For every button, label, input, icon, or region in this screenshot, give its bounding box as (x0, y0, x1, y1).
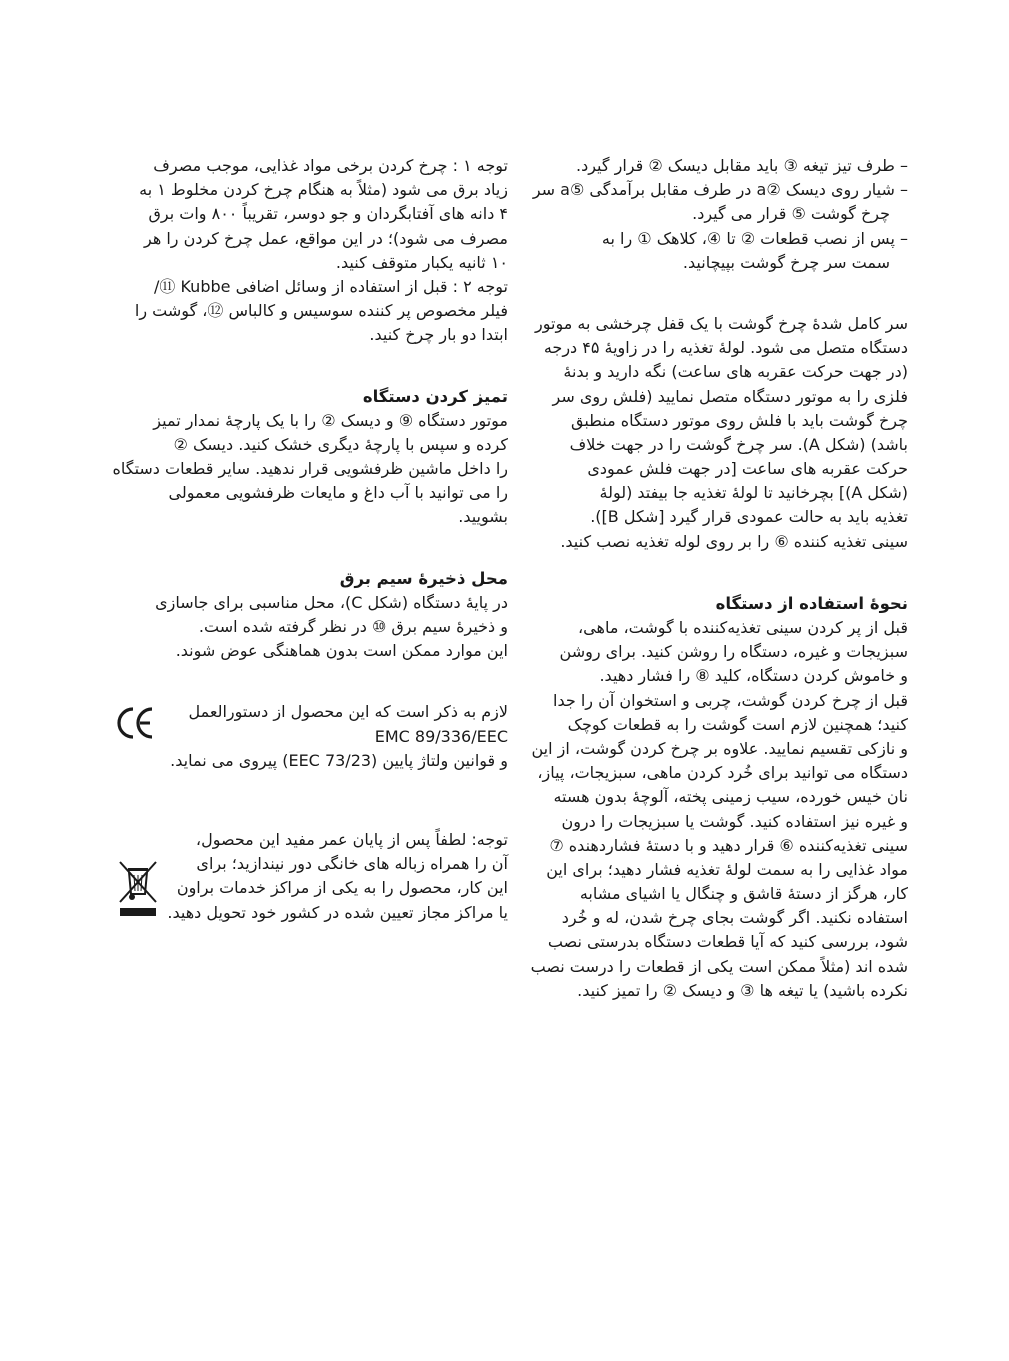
disposal-line: آن را همراه زباله های خانگی دور نیندازید؛ برای (196, 854, 508, 874)
paragraph-line: (در جهت حرکت عقربه های ساعت) نگه دارید و بدنهٔ (563, 362, 908, 382)
paragraph-line: بشویید. (458, 507, 508, 527)
ce-mark-icon (116, 706, 156, 740)
paragraph-line: (شکل A)] بچرخانید تا لولهٔ تغذیه جا بیفتد (لولهٔ (599, 483, 908, 503)
paragraph-line: را می توانید با آب داغ و مایعات ظرفشویی معمولی (168, 483, 508, 503)
assembly-bullets (516, 154, 908, 275)
paragraph-line: و نازکی تقسیم نمایید. علاوه بر چرخ کردن گوشت، از این (531, 738, 908, 758)
cord-storage-heading: محل ذخیرهٔ سیم برق (339, 568, 508, 588)
usage-section (516, 592, 908, 1003)
crossed-bin-icon (116, 858, 160, 918)
paragraph-line: شود، بررسی کنید که آیا قطعات دستگاه بدرستی نصب (547, 932, 908, 952)
paragraph-line: و غیره نیز استفاده کنید. گوشت یا سبزیجات را درون (561, 811, 908, 831)
paragraph-line: را داخل ماشین ظرفشویی قرار ندهید. سایر قطعات دستگاه (112, 459, 508, 479)
paragraph-line: و خاموش کردن دستگاه، کلید ⑧ را فشار دهید. (599, 666, 908, 686)
left-column (108, 154, 508, 925)
note-line: ۴ دانه های آفتابگردان و جو دوسر، تقریباً ۸۰۰ وات برق (148, 204, 508, 224)
bullet-disk-groove: – شیار روی دیسک ②a در طرف مقابل برآمدگی ⑤a سر (532, 180, 908, 200)
paragraph-line: حرکت عقربه های ساعت [در جهت فلش عمودی (587, 459, 908, 479)
paragraph-line: استفاده نکنید. اگر گوشت بجای چرخ شدن، له و خُرد (561, 908, 908, 928)
bullet-cap-screw-cont: سمت سر چرخ گوشت بپیچانید. (682, 252, 890, 272)
paragraph-line: کار، هرگز از دستهٔ قاشق و چنگال یا اشیای مشابه (579, 884, 908, 904)
note-2 (108, 275, 508, 348)
note-line: فیلر مخصوص پر کننده سوسیس و کالباس ⑫، گوشت را (134, 301, 508, 321)
disposal-line: این کار، محصول را به یکی از مراکز خدمات براون (176, 878, 508, 898)
paragraph-line: شده اند (مثلاً ممکن است یکی از قطعات را درست نصب (530, 956, 908, 976)
paragraph-line: سر کامل شدهٔ چرخ گوشت با یک قفل چرخشی به موتور (535, 313, 908, 333)
ce-line: و قوانین ولتاژ پایین (73/23 EEC) پیروی می نماید. (170, 750, 508, 770)
disposal-line: یا مراکز مجاز تعیین شده در کشور خود تحویل دهید. (167, 902, 508, 922)
paragraph-line: کنید؛ همچنین لازم است گوشت را به قطعات کوچک (567, 714, 908, 734)
cord-storage-section (108, 567, 508, 664)
paragraph-line: سینی تغذیه‌کننده ⑥ قرار دهید و با دستهٔ فشاردهنده ⑦ (549, 835, 908, 855)
paragraph-line: نکرده باشید) یا تیغه ها ③ و دیسک ② را تمیز کنید. (577, 980, 908, 1000)
note-line: ۱۰ ثانیه یکبار متوقف کنید. (335, 252, 508, 272)
ce-compliance-section (108, 700, 508, 773)
right-column (516, 154, 908, 1003)
bullet-cap-screw: – پس از نصب قطعات ② تا ④، کلاهک ① را به (601, 228, 908, 248)
paragraph-line: موتور دستگاه ⑨ و دیسک ② را با یک پارچهٔ نمدار تمیز (153, 410, 508, 430)
bullet-blade-orientation: – طرف تیز تیغه ③ باید مقابل دیسک ② قرار گیرد. (576, 156, 908, 175)
paragraph-line: نان خیس خورده، سیب زمینی پخته، آلوچهٔ بدون هسته (553, 787, 908, 807)
paragraph-line: مواد غذایی را به سمت لولهٔ تغذیه فشار دهید؛ برای این (546, 859, 908, 879)
paragraph-line: سبزیجات و غیره، دستگاه را روشن کنید. برای روشن (559, 642, 908, 662)
paragraph-line: دستگاه متصل می شود. لولهٔ تغذیه را در زاویهٔ ۴۵ درجه (543, 338, 908, 358)
paragraph-line: چرخ گوشت باید با فلش روی موتور دستگاه منطبق (571, 410, 908, 430)
note-line: ابتدا دو بار چرخ کنید. (369, 325, 508, 345)
cleaning-section (108, 385, 508, 530)
paragraph-line: تغذیه باید به حالت عمودی قرار گیرد [شکل B]). (590, 507, 908, 527)
note-line: توجه ۱ : چرخ کردن برخی مواد غذایی، موجب مصرف (153, 156, 508, 175)
disposal-line: توجه: لطفاً پس از پایان عمر مفید این محصول، (195, 829, 508, 849)
paragraph-line: کرده و سپس با پارچهٔ دیگری خشک کنید. دیسک ② (173, 434, 508, 454)
usage-heading: نحوهٔ استفاده از دستگاه (715, 593, 908, 613)
cleaning-heading: تمیز کردن دستگاه (362, 386, 508, 406)
paragraph-line: باشد) (شکل A). سر چرخ گوشت را در جهت خلاف (569, 434, 908, 454)
disposal-section (108, 828, 508, 925)
ce-line: لازم به ذکر است که این محصول از دستورالعمل (188, 702, 508, 722)
paragraph-line: این موارد ممکن است بدون هماهنگی عوض شوند. (175, 641, 508, 661)
note-line: توجه ۲ : قبل از استفاده از وسائل اضافی Kubbe ⑪/ (154, 276, 508, 296)
paragraph-line: قبل از پر کردن سینی تغذیه‌کننده با گوشت، ماهی، (578, 618, 908, 637)
ce-directive: EMC 89/336/EEC (374, 726, 508, 746)
note-line: مصرف می شود)؛ در این مواقع، عمل چرخ کردن را هر (143, 228, 508, 248)
note-line: زیاد برق می شود (مثلاً به هنگام چرخ کردن مخلوط ۱ به (139, 180, 508, 200)
paragraph-line: در پایهٔ دستگاه (شکل C)، محل مناسبی برای جاسازی (155, 592, 508, 612)
paragraph-line: دستگاه می توانید برای خُرد کردن ماهی، سبزیجات، پیاز، (537, 763, 908, 783)
paragraph-line: و ذخیرهٔ سیم برق ⑩ در نظر گرفته شده است. (198, 617, 508, 636)
note-1 (108, 154, 508, 275)
bullet-disk-groove-cont: چرخ گوشت ⑤ قرار می گیرد. (692, 204, 890, 224)
paragraph-line: سینی تغذیه کننده ⑥ را بر روی لوله تغذیه نصب کنید. (560, 531, 908, 551)
paragraph-line: فلزی را به موتور دستگاه متصل نمایید (فلش روی سر (552, 386, 908, 406)
assembly-paragraph (516, 312, 908, 554)
paragraph-line: قبل از چرخ کردن گوشت، چربی و استخوان آن را جدا (553, 690, 908, 710)
